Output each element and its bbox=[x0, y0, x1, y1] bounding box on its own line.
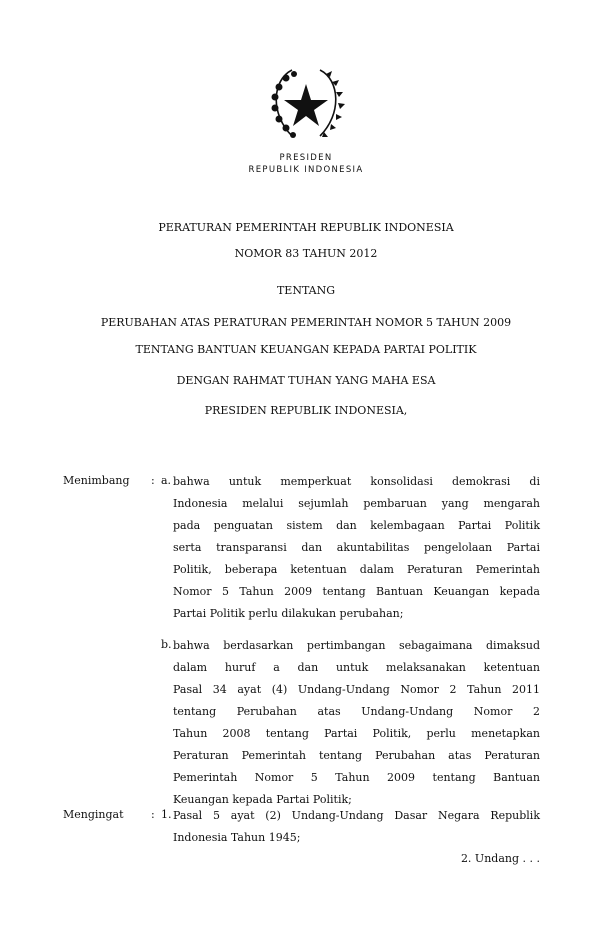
text-line: bahwa untuk memperkuat konsolidasi demokrasi di bbox=[173, 475, 540, 488]
text-line: Indonesia melalui sejumlah pembaruan yang mengarah bbox=[173, 497, 540, 510]
text-line: Tahun 2008 tentang Partai Politik, perlu menetapkan bbox=[173, 727, 540, 740]
blessing-line: DENGAN RAHMAT TUHAN YANG MAHA ESA bbox=[176, 374, 436, 387]
letterhead-republik-indonesia: REPUBLIK INDONESIA bbox=[248, 165, 364, 175]
menimbang-label: Menimbang bbox=[63, 474, 130, 487]
text-line: Pasal 5 ayat (2) Undang-Undang Dasar Negara Republik bbox=[173, 809, 540, 822]
text-line: dalam huruf a dan untuk melaksanakan ketentuan bbox=[173, 661, 540, 674]
mengingat-item-1-num: 1. bbox=[161, 808, 172, 821]
president-line: PRESIDEN REPUBLIK INDONESIA, bbox=[204, 404, 408, 417]
text-line: tentang Perubahan atas Undang-Undang Nomor 2 bbox=[173, 705, 540, 718]
menimbang-colon: : bbox=[151, 474, 155, 487]
text-line: Keuangan kepada Partai Politik; bbox=[173, 793, 352, 806]
text-line: serta transparansi dan akuntabilitas pengelolaan Partai bbox=[173, 541, 540, 554]
regulation-number: NOMOR 83 TAHUN 2012 bbox=[234, 247, 378, 260]
regulation-title: PERATURAN PEMERINTAH REPUBLIK INDONESIA bbox=[158, 221, 454, 234]
text-line: Peraturan Pemerintah tentang Perubahan atas Peraturan bbox=[173, 749, 540, 762]
text-line: bahwa berdasarkan pertimbangan sebagaimana dimaksud bbox=[173, 639, 540, 652]
mengingat-label: Mengingat bbox=[63, 808, 124, 821]
regulation-about: TENTANG bbox=[276, 284, 336, 297]
mengingat-item-1 bbox=[173, 808, 540, 852]
menimbang-item-b-num: b. bbox=[161, 638, 172, 651]
regulation-subject-1: PERUBAHAN ATAS PERATURAN PEMERINTAH NOMOR 5 TAHUN 2009 bbox=[100, 316, 512, 329]
text-line: Nomor 5 Tahun 2009 tentang Bantuan Keuangan kepada bbox=[173, 585, 540, 598]
menimbang-item-a bbox=[173, 474, 540, 628]
mengingat-colon: : bbox=[151, 808, 155, 821]
text-line: Partai Politik perlu dilakukan perubahan; bbox=[173, 607, 404, 620]
page-continuation: 2. Undang . . . bbox=[460, 852, 540, 865]
menimbang-item-b bbox=[173, 638, 540, 814]
garuda-star-emblem-icon bbox=[262, 64, 350, 142]
letterhead-presiden: PRESIDEN bbox=[279, 153, 333, 163]
text-line: Pasal 34 ayat (4) Undang-Undang Nomor 2 Tahun 2011 bbox=[173, 683, 540, 696]
text-line: Politik, beberapa ketentuan dalam Peraturan Pemerintah bbox=[173, 563, 540, 576]
menimbang-item-a-num: a. bbox=[161, 474, 172, 487]
text-line: Pemerintah Nomor 5 Tahun 2009 tentang Bantuan bbox=[173, 771, 540, 784]
text-line: Indonesia Tahun 1945; bbox=[173, 831, 301, 844]
regulation-subject-2: TENTANG BANTUAN KEUANGAN KEPADA PARTAI POLITIK bbox=[135, 343, 477, 356]
text-line: pada penguatan sistem dan kelembagaan Partai Politik bbox=[173, 519, 540, 532]
